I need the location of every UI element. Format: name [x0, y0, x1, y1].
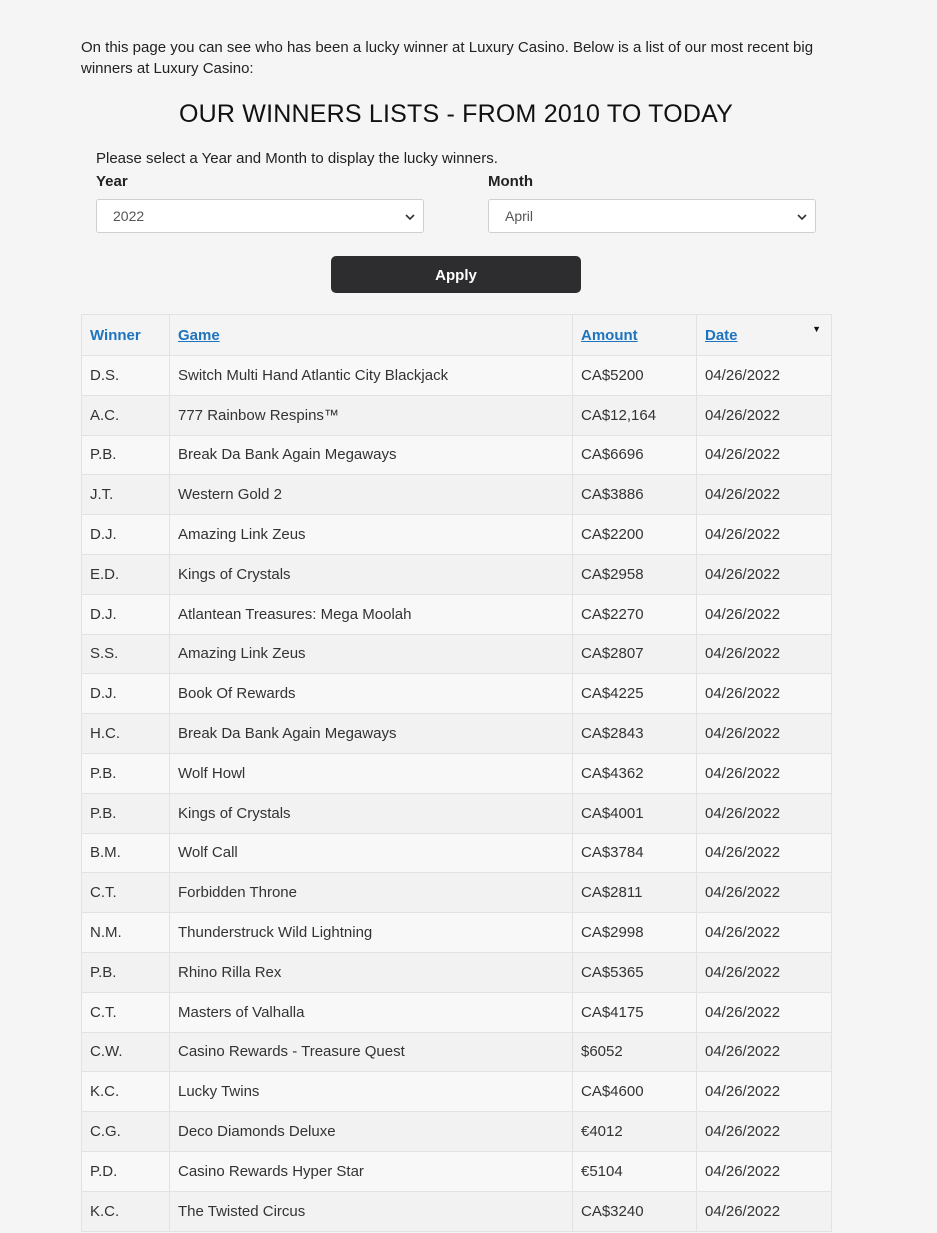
cell-winner: K.C.	[82, 1072, 170, 1112]
cell-amount: CA$2843	[573, 714, 697, 754]
table-row	[82, 952, 832, 992]
column-header-game	[170, 315, 573, 356]
cell-game: The Twisted Circus	[170, 1191, 573, 1231]
cell-game: Amazing Link Zeus	[170, 634, 573, 674]
select-prompt: Please select a Year and Month to display the lucky winners.	[96, 150, 498, 167]
table-row	[82, 1032, 832, 1072]
cell-amount: CA$2200	[573, 515, 697, 555]
cell-date: 04/26/2022	[697, 515, 832, 555]
table-row	[82, 753, 832, 793]
cell-date: 04/26/2022	[697, 1072, 832, 1112]
column-header-winner: Winner	[82, 315, 170, 356]
column-header-date	[697, 315, 832, 356]
cell-date: 04/26/2022	[697, 1112, 832, 1152]
table-row	[82, 992, 832, 1032]
sort-by-amount-link[interactable]: Amount	[581, 326, 638, 344]
month-select[interactable]	[488, 199, 816, 233]
cell-game: Amazing Link Zeus	[170, 515, 573, 555]
cell-amount: CA$3784	[573, 833, 697, 873]
sort-descending-icon: ▼	[812, 324, 821, 334]
table-row	[82, 1072, 832, 1112]
table-row	[82, 833, 832, 873]
cell-game: 777 Rainbow Respins™	[170, 395, 573, 435]
cell-date: 04/26/2022	[697, 594, 832, 634]
table-row	[82, 674, 832, 714]
cell-amount: CA$3886	[573, 475, 697, 515]
cell-game: Kings of Crystals	[170, 554, 573, 594]
table-row	[82, 356, 832, 396]
cell-amount: CA$5365	[573, 952, 697, 992]
cell-game: Book Of Rewards	[170, 674, 573, 714]
cell-date: 04/26/2022	[697, 793, 832, 833]
table-row	[82, 554, 832, 594]
cell-amount: €4012	[573, 1112, 697, 1152]
cell-date: 04/26/2022	[697, 1032, 832, 1072]
cell-game: Casino Rewards Hyper Star	[170, 1151, 573, 1191]
cell-winner: S.S.	[82, 634, 170, 674]
cell-winner: P.B.	[82, 435, 170, 475]
cell-amount: CA$4225	[573, 674, 697, 714]
table-row	[82, 1191, 832, 1231]
table-row	[82, 395, 832, 435]
cell-date: 04/26/2022	[697, 992, 832, 1032]
table-row	[82, 435, 832, 475]
column-header-amount	[573, 315, 697, 356]
cell-date: 04/26/2022	[697, 435, 832, 475]
cell-amount: CA$4362	[573, 753, 697, 793]
cell-game: Western Gold 2	[170, 475, 573, 515]
cell-winner: C.G.	[82, 1112, 170, 1152]
table-row	[82, 515, 832, 555]
chevron-down-icon	[797, 212, 807, 222]
cell-amount: CA$2998	[573, 913, 697, 953]
cell-winner: J.T.	[82, 475, 170, 515]
month-label: Month	[488, 173, 533, 190]
cell-amount: $6052	[573, 1032, 697, 1072]
cell-game: Thunderstruck Wild Lightning	[170, 913, 573, 953]
sort-by-game-link[interactable]: Game	[178, 326, 220, 344]
table-header-row	[82, 315, 832, 356]
cell-amount: CA$4600	[573, 1072, 697, 1112]
cell-winner: C.W.	[82, 1032, 170, 1072]
cell-game: Wolf Call	[170, 833, 573, 873]
cell-winner: P.B.	[82, 753, 170, 793]
cell-winner: D.J.	[82, 674, 170, 714]
cell-game: Masters of Valhalla	[170, 992, 573, 1032]
cell-winner: A.C.	[82, 395, 170, 435]
cell-amount: CA$2270	[573, 594, 697, 634]
cell-date: 04/26/2022	[697, 952, 832, 992]
cell-winner: C.T.	[82, 873, 170, 913]
cell-amount: €5104	[573, 1151, 697, 1191]
cell-winner: N.M.	[82, 913, 170, 953]
cell-date: 04/26/2022	[697, 1151, 832, 1191]
cell-amount: CA$2958	[573, 554, 697, 594]
cell-amount: CA$12,164	[573, 395, 697, 435]
cell-winner: H.C.	[82, 714, 170, 754]
chevron-down-icon	[405, 212, 415, 222]
year-label: Year	[96, 173, 128, 190]
cell-game: Switch Multi Hand Atlantic City Blackjack	[170, 356, 573, 396]
table-row	[82, 475, 832, 515]
cell-date: 04/26/2022	[697, 395, 832, 435]
cell-winner: P.B.	[82, 793, 170, 833]
cell-amount: CA$4175	[573, 992, 697, 1032]
cell-winner: P.D.	[82, 1151, 170, 1191]
cell-amount: CA$5200	[573, 356, 697, 396]
cell-amount: CA$6696	[573, 435, 697, 475]
cell-game: Wolf Howl	[170, 753, 573, 793]
table-row	[82, 873, 832, 913]
cell-date: 04/26/2022	[697, 753, 832, 793]
table-row	[82, 1112, 832, 1152]
table-row	[82, 594, 832, 634]
cell-winner: E.D.	[82, 554, 170, 594]
cell-amount: CA$2807	[573, 634, 697, 674]
page-title: OUR WINNERS LISTS - FROM 2010 TO TODAY	[178, 100, 733, 128]
cell-winner: D.J.	[82, 515, 170, 555]
cell-date: 04/26/2022	[697, 714, 832, 754]
cell-date: 04/26/2022	[697, 833, 832, 873]
month-select-value: April	[505, 208, 534, 224]
cell-game: Kings of Crystals	[170, 793, 573, 833]
table-row	[82, 714, 832, 754]
table-row	[82, 793, 832, 833]
cell-game: Atlantean Treasures: Mega Moolah	[170, 594, 573, 634]
cell-game: Deco Diamonds Deluxe	[170, 1112, 573, 1152]
cell-date: 04/26/2022	[697, 913, 832, 953]
cell-date: 04/26/2022	[697, 1191, 832, 1231]
cell-game: Rhino Rilla Rex	[170, 952, 573, 992]
year-select-value: 2022	[113, 208, 145, 224]
cell-amount: CA$4001	[573, 793, 697, 833]
cell-amount: CA$2811	[573, 873, 697, 913]
cell-amount: CA$3240	[573, 1191, 697, 1231]
cell-date: 04/26/2022	[697, 634, 832, 674]
apply-button[interactable]: Apply	[331, 256, 581, 293]
cell-date: 04/26/2022	[697, 356, 832, 396]
cell-date: 04/26/2022	[697, 674, 832, 714]
intro-text: On this page you can see who has been a lucky winner at Luxury Casino. Below is a list of our most recent big winners at Luxury Casino:	[81, 39, 814, 77]
table-row	[82, 634, 832, 674]
cell-game: Lucky Twins	[170, 1072, 573, 1112]
cell-winner: C.T.	[82, 992, 170, 1032]
cell-date: 04/26/2022	[697, 873, 832, 913]
cell-winner: D.J.	[82, 594, 170, 634]
cell-game: Break Da Bank Again Megaways	[170, 435, 573, 475]
sort-by-date-link[interactable]: Date	[705, 326, 738, 344]
cell-date: 04/26/2022	[697, 554, 832, 594]
table-row	[82, 1151, 832, 1191]
cell-winner: D.S.	[82, 356, 170, 396]
cell-winner: B.M.	[82, 833, 170, 873]
cell-winner: P.B.	[82, 952, 170, 992]
cell-game: Casino Rewards - Treasure Quest	[170, 1032, 573, 1072]
cell-game: Forbidden Throne	[170, 873, 573, 913]
cell-winner: K.C.	[82, 1191, 170, 1231]
cell-game: Break Da Bank Again Megaways	[170, 714, 573, 754]
year-select[interactable]	[96, 199, 424, 233]
table-row	[82, 913, 832, 953]
cell-date: 04/26/2022	[697, 475, 832, 515]
winners-table	[81, 314, 832, 1232]
